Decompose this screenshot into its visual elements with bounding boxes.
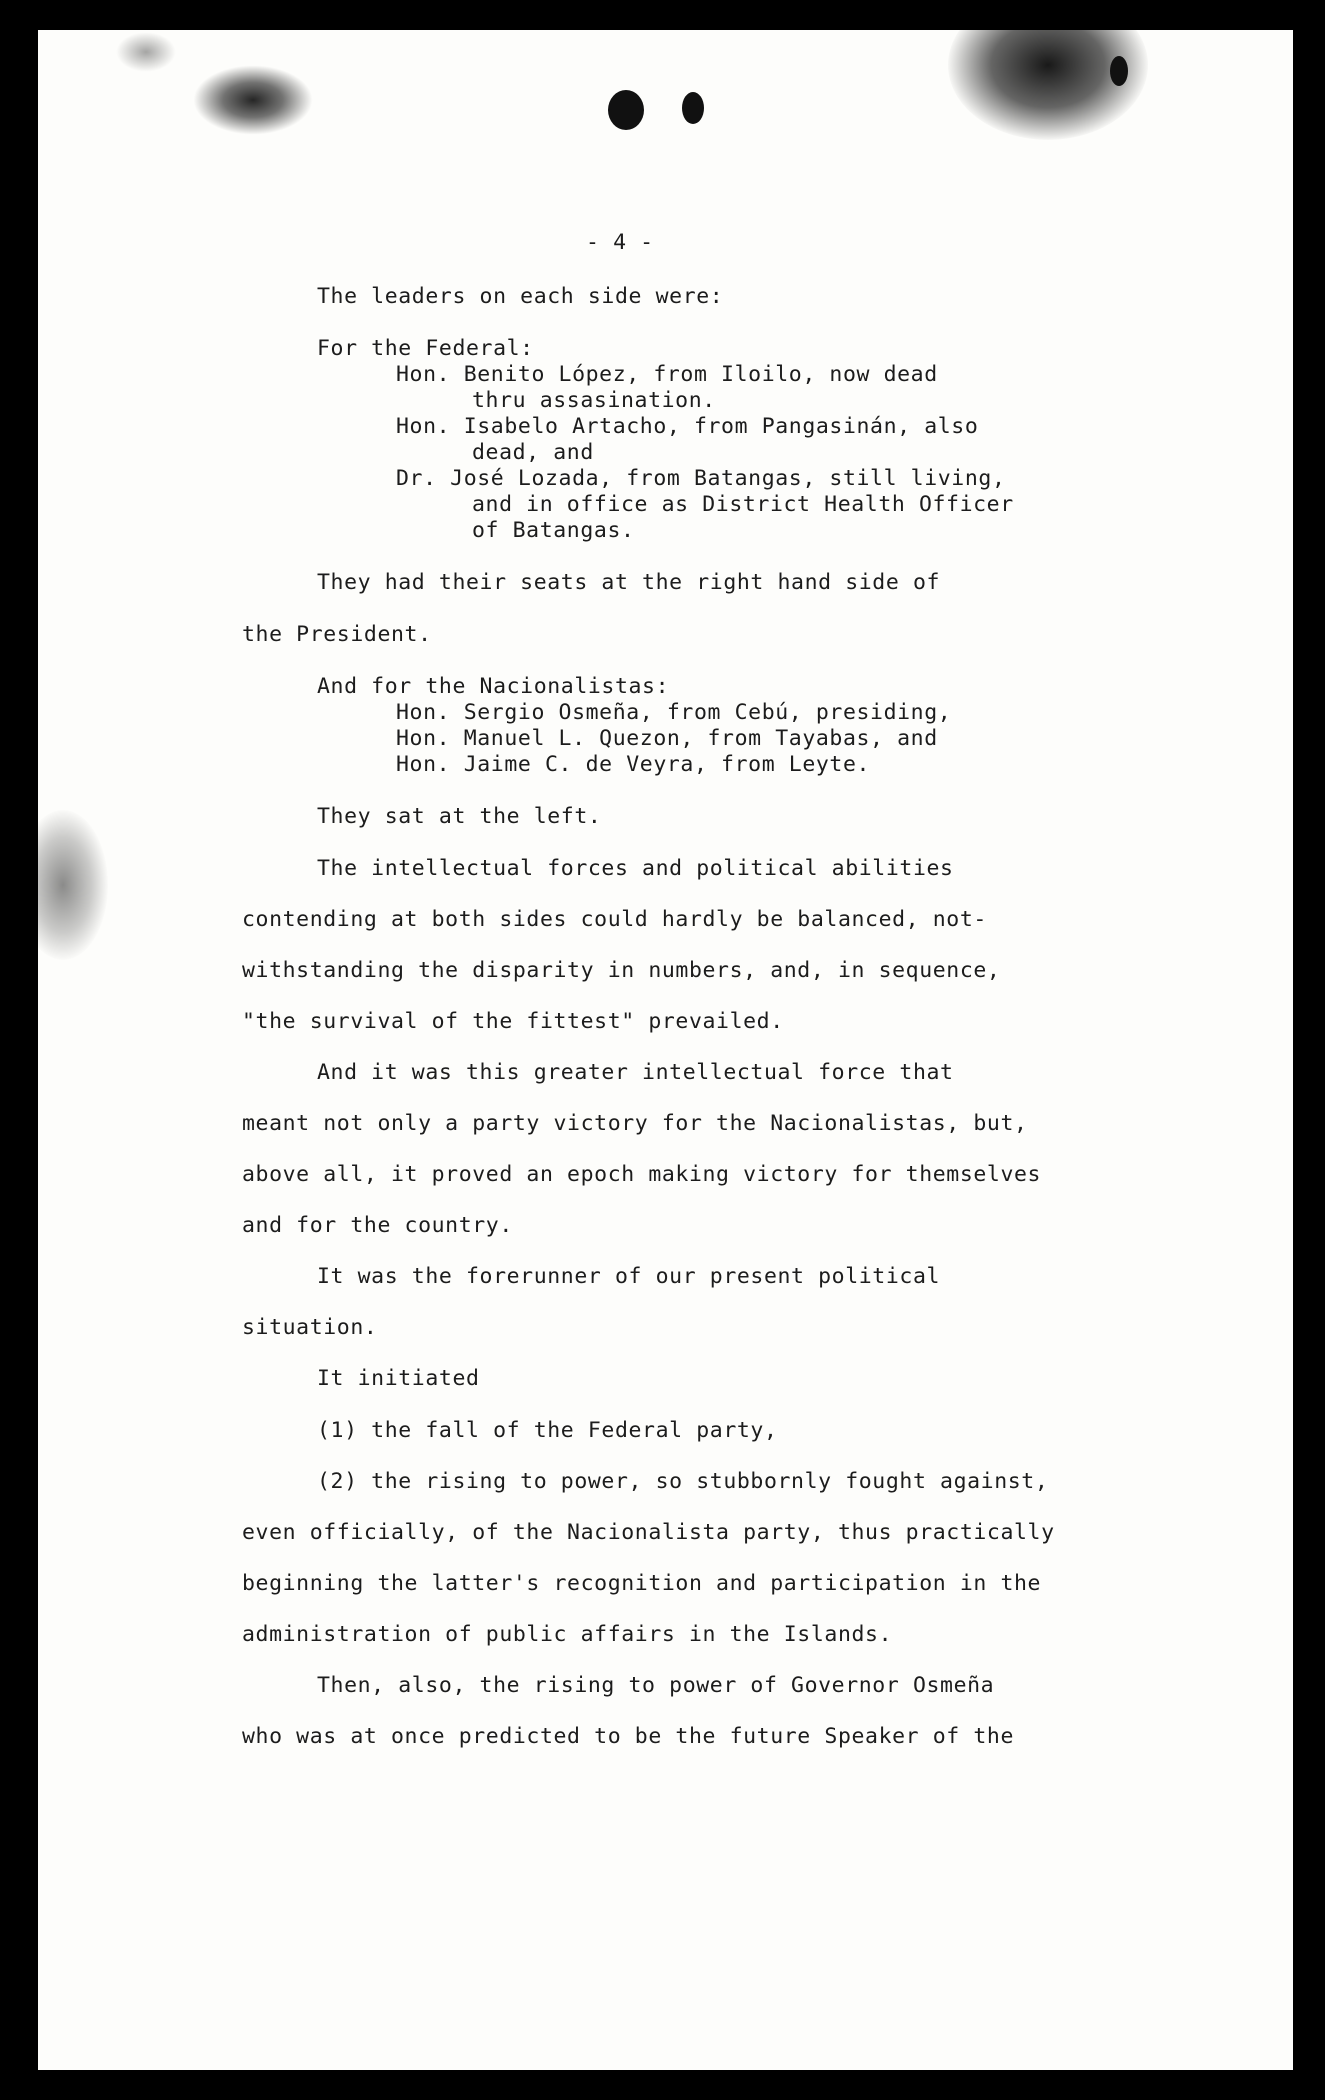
text-line: Hon. Jaime C. de Veyra, from Leyte.: [396, 752, 871, 777]
text-line: Hon. Isabelo Artacho, from Pangasinán, also: [396, 414, 979, 439]
document-page: [38, 30, 1293, 2070]
text-line: The leaders on each side were:: [317, 284, 724, 309]
text-line: It was the forerunner of our present political: [317, 1264, 941, 1289]
text-line: above all, it proved an epoch making victory for themselves: [242, 1162, 1042, 1187]
text-line: For the Federal:: [317, 336, 534, 361]
text-line: administration of public affairs in the Islands.: [242, 1622, 893, 1647]
text-line: Then, also, the rising to power of Governor Osmeña: [317, 1673, 995, 1698]
text-line: and for the country.: [242, 1213, 513, 1238]
text-line: Hon. Benito López, from Iloilo, now dead: [396, 362, 938, 387]
text-line: who was at once predicted to be the future Speaker of the: [242, 1724, 1015, 1749]
text-line: Dr. José Lozada, from Batangas, still living,: [396, 466, 1006, 491]
text-line: Hon. Manuel L. Quezon, from Tayabas, and: [396, 726, 938, 751]
text-line: They had their seats at the right hand side of: [317, 570, 941, 595]
text-line: They sat at the left.: [317, 804, 602, 829]
text-line: And for the Nacionalistas:: [317, 674, 670, 699]
ink-smudge: [116, 32, 176, 72]
punch-hole: [608, 90, 644, 130]
text-line: "the survival of the fittest" prevailed.: [242, 1009, 784, 1034]
text-line: of Batangas.: [472, 518, 635, 543]
text-line: withstanding the disparity in numbers, and, in sequence,: [242, 958, 1001, 983]
text-line: (1) the fall of the Federal party,: [317, 1418, 778, 1443]
text-line: situation.: [242, 1315, 378, 1340]
text-line: the President.: [242, 622, 432, 647]
text-line: And it was this greater intellectual force that: [317, 1060, 954, 1085]
text-line: Hon. Sergio Osmeña, from Cebú, presiding,: [396, 700, 952, 725]
text-line: dead, and: [472, 440, 594, 465]
page-number: - 4 -: [586, 230, 654, 255]
ink-smudge: [38, 810, 108, 960]
punch-hole: [1110, 56, 1128, 86]
text-line: and in office as District Health Officer: [472, 492, 1014, 517]
text-line: meant not only a party victory for the Nacionalistas, but,: [242, 1111, 1028, 1136]
punch-hole: [682, 92, 704, 124]
text-line: thru assasination.: [472, 388, 716, 413]
text-line: It initiated: [317, 1366, 480, 1391]
text-line: contending at both sides could hardly be balanced, not-: [242, 907, 987, 932]
text-line: even officially, of the Nacionalista party, thus practically: [242, 1520, 1055, 1545]
text-line: The intellectual forces and political abilities: [317, 856, 954, 881]
ink-smudge: [193, 65, 313, 135]
text-line: beginning the latter's recognition and participation in the: [242, 1571, 1042, 1596]
text-line: (2) the rising to power, so stubbornly fought against,: [317, 1469, 1049, 1494]
